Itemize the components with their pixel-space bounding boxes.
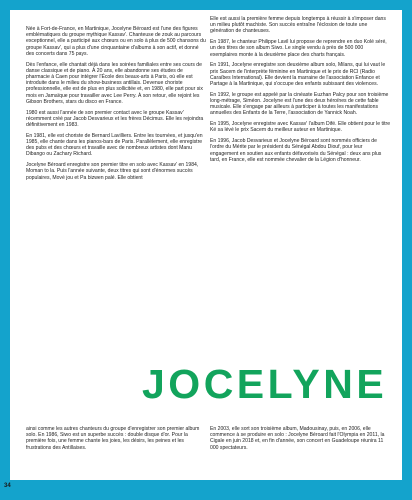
paragraph: En 1995, Jocelyne enregistre avec Kassav' l'album Difé. Elle obtient pour le titre Ké sa lévé le prix Sacem du meilleur auteur en Martinique. xyxy=(210,121,391,134)
left-column-text xyxy=(26,26,208,185)
headline-title: JOCELYNE xyxy=(142,361,388,407)
paragraph: En 2003, elle sort son troisième album, Madousinay, puis, en 2006, elle commence à se produire en solo : Jocelyne Béroard fait l'Olympia en 2011, la Cigale en juin 2018 et, en fin d'année, son concert en Guadeloupe réunira 11 000 spectateurs. xyxy=(210,426,385,451)
paragraph: En 1992, le groupe est appelé par la cinéaste Euzhan Palcy pour son troisième long-métrage, Siméon. Jocelyne est l'une des deux héroïnes de cette fable musicale. Elle s'engage par ailleurs à participer à toutes les manifestations annuelles des Enfants de la Terre, l'association de Yannick Noah. xyxy=(210,91,389,117)
paragraph: En 1996, Jacob Desvarieux et Jocelyne Béroard sont nommés officiers de l'ordre du Mérite par le président du Sénégal Abdou Diouf, pour leur engagement en soutien aux enfants défavorisés du Sénégal : deux ans plus tard, en France, elle est nommée chevalier de la Légion d'honneur. xyxy=(210,138,382,163)
paragraph: Jocelyne Béroard enregistre son premier titre en solo avec Kassav' en 1984, Moman to la. Puis l'année suivante, deux titres qui sont d'énormes succès populaires, Mové jou et Pa bizwen palé. Elle obtient xyxy=(26,162,199,181)
paragraph: Née à Fort-de-France, en Martinique, Jocelyne Béroard est l'une des figures emblématiques du groupe mythique Kassav'. Chanteuse de zouk au parcours exceptionnel, elle a participé aux chœurs ou en solo à plus de 500 chansons du groupe Kassav', qui a plus d'une cinquantaine d'albums à son actif, et donné des concerts dans 75 pays. xyxy=(26,26,206,57)
bottom-left-text xyxy=(26,426,208,455)
paragraph: En 1987, le chanteur Philippe Lavil lui propose de reprendre en duo Kolé séré, un des titres de son album Siwo. Le single vendu à près de 500 000 exemplaires monte à la deuxième place des charts français. xyxy=(210,39,387,58)
paragraph: Dès l'enfance, elle chantait déjà dans les soirées familiales entre ses cours de danse classique et de piano. À 20 ans, elle abandonne ses études de pharmacie à Caen pour intégrer l'École des beaux-arts à Paris, où elle est introduite dans le milieu du show-business antillais. Devenue choriste professionnelle, elle est de plus en plus sollicitée et, en 1980, elle part pour six mois en Jamaïque pour travailler avec Lee Perry. À son retour, elle rejoint les Gibson Brothers, stars du disco en France. xyxy=(26,61,203,105)
right-column-text xyxy=(210,16,392,168)
paragraph: En 1981, elle est choriste de Bernard Lavilliers. Entre les tournées, et jusqu'en 1985, elle chante dans les pianos-bars de Paris. Parallèlement, elle enregistre des pubs et des chœurs et travaille avec de nombreux artistes dont Manu Dibango ou Zachary Richard. xyxy=(26,132,203,158)
paragraph: En 1991, Jocelyne enregistre son deuxième album solo, Milans, qui lui vaut le prix Sacem de l'interprète féminine en Martinique et le prix de RCI (Radio Caraïbes International). Elle devient la marraine de l'association Enfance et Partage à la Martinique, qui s'occupe des enfants subissant des violences. xyxy=(210,62,386,88)
page-number: 34 xyxy=(4,483,11,489)
book-page xyxy=(10,10,402,480)
paragraph: 1980 est aussi l'année de son premier contact avec le groupe Kassav' récemment créé par Jacob Desvarieux et les frères Décimus. Elle les rejoindra définitivement en 1983. xyxy=(26,109,204,129)
bottom-right-text xyxy=(210,426,392,455)
paragraph: ainsi comme les autres chanteurs du groupe d'enregistrer son premier album solo. En 1986, Siwo est un superbe succès : double disque d'or. Pour la première fois, une femme chante les joies, les désirs, les peines et les frustrations des Antillaises. xyxy=(26,426,200,451)
paragraph: Elle est aussi la première femme depuis longtemps à réussir à s'imposer dans un milieu plutôt machiste. Son succès entraîne l'éclosion de toute une génération de chanteuses. xyxy=(210,16,386,35)
